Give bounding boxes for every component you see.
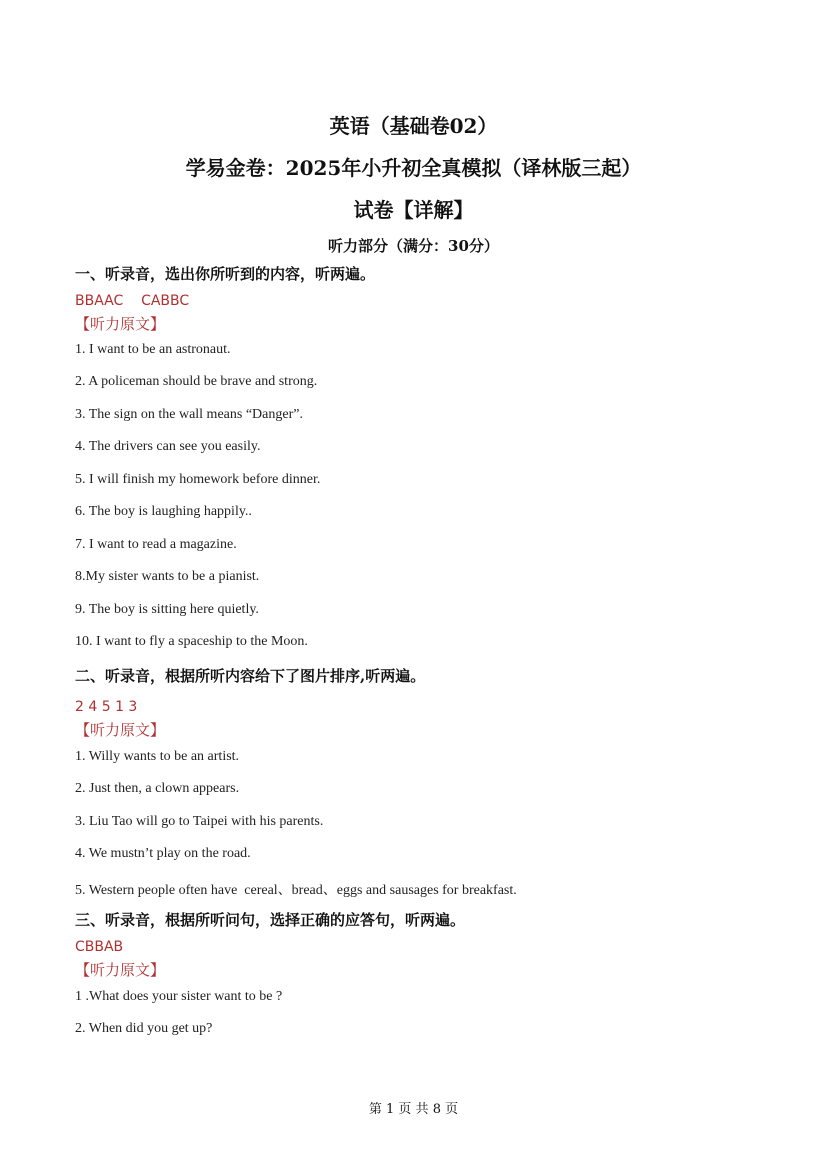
section-1-heading: 一、听录音，选出你所听到的内容，听两遍。 xyxy=(75,265,376,283)
section-2-line-5: 5. Western people often have cereal、bread、eggs and sausages for breakfast. xyxy=(75,883,517,898)
section-1-line-6: 6. The boy is laughing happily.. xyxy=(75,504,252,519)
section-1-line-4: 4. The drivers can see you easily. xyxy=(75,439,261,454)
section-1-answer: BBAAC CABBC xyxy=(75,293,190,309)
section-1-line-5: 5. I will finish my homework before dinner. xyxy=(75,472,321,487)
title-exam-name: 英语（基础卷02） xyxy=(329,114,498,138)
section-1-line-9: 9. The boy is sitting here quietly. xyxy=(75,602,259,617)
section-2-line-1: 1. Willy wants to be an artist. xyxy=(75,749,240,764)
section-1-line-8: 8.My sister wants to be a pianist. xyxy=(75,569,260,584)
section-3-answer: CBBAB xyxy=(75,939,124,955)
page-number: 第 1 页 共 8 页 xyxy=(368,1102,459,1117)
section-2-line-4: 4. We mustn’t play on the road. xyxy=(75,846,251,861)
section-1-transcript-label: 【听力原文】 xyxy=(75,315,166,333)
section-3-transcript-label: 【听力原文】 xyxy=(75,961,166,979)
section-3-heading: 三、听录音，根据所听问句，选择正确的应答句，听两遍。 xyxy=(75,911,466,929)
section-2-transcript-label: 【听力原文】 xyxy=(75,721,166,739)
section-2-answer: 2 4 5 1 3 xyxy=(75,699,138,715)
section-1-line-10: 10. I want to fly a spaceship to the Moon. xyxy=(75,634,308,649)
section-2-heading: 二、听录音，根据所听内容给下了图片排序,听两遍。 xyxy=(75,667,426,685)
section-3-line-1: 1 .What does your sister want to be ? xyxy=(75,989,283,1004)
section-2-line-3: 3. Liu Tao will go to Taipei with his parents. xyxy=(75,814,324,829)
section-1-line-2: 2. A policeman should be brave and strong. xyxy=(75,374,318,389)
listening-part-subtitle: 听力部分（满分：30分） xyxy=(328,237,499,255)
section-2-line-2: 2. Just then, a clown appears. xyxy=(75,781,240,796)
title-answer-key: 试卷【详解】 xyxy=(353,198,474,222)
title-series: 学易金卷：2025年小升初全真模拟（译林版三起） xyxy=(185,156,642,180)
section-1-line-7: 7. I want to read a magazine. xyxy=(75,537,237,552)
section-1-line-3: 3. The sign on the wall means “Danger”. xyxy=(75,407,303,422)
section-3-line-2: 2. When did you get up? xyxy=(75,1021,213,1036)
section-1-line-1: 1. I want to be an astronaut. xyxy=(75,342,231,357)
